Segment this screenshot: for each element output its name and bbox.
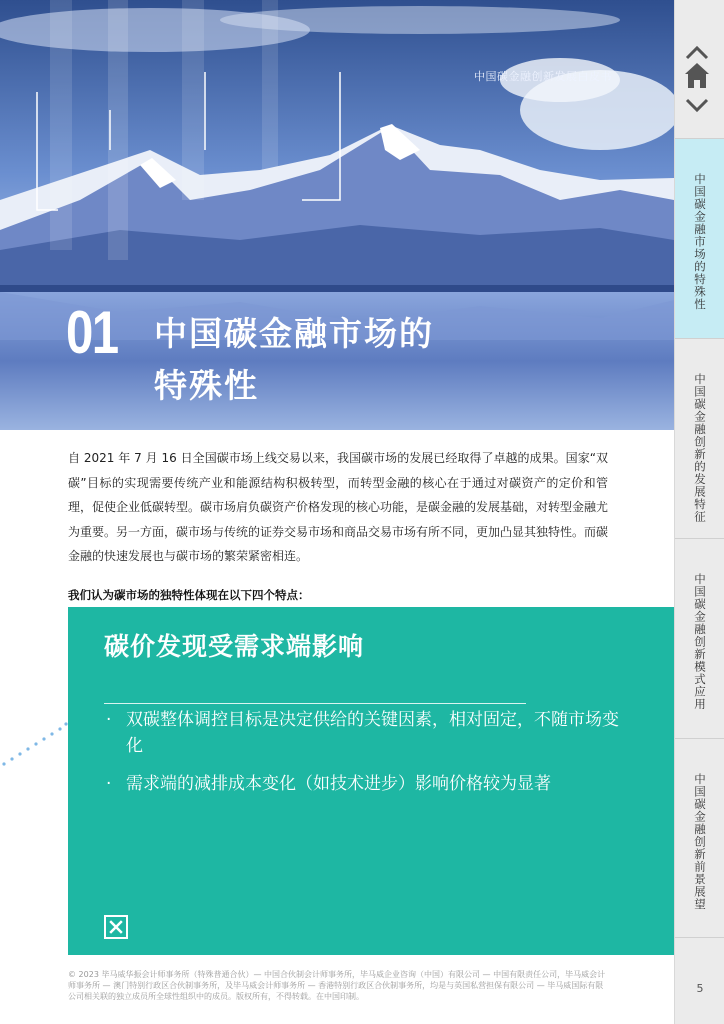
chevron-down-icon[interactable] <box>687 100 707 110</box>
card-bullet <box>106 771 626 797</box>
nav-item-chapter-2[interactable] <box>675 338 724 538</box>
nav-item-label: 中国碳金融创新模式应用 <box>693 573 707 711</box>
nav-item-chapter-4[interactable] <box>675 738 724 938</box>
card-bullet <box>106 707 626 759</box>
document-title-tag: 中国碳金融创新发展白皮书 <box>474 70 612 83</box>
decorative-dots <box>0 712 70 772</box>
side-navigation <box>674 0 724 1024</box>
nav-item-label: 中国碳金融创新前景展望 <box>693 773 707 911</box>
nav-item-chapter-3[interactable] <box>675 538 724 738</box>
chapter-number: 01 <box>66 299 118 366</box>
card-divider <box>104 703 526 704</box>
chevron-up-icon[interactable] <box>687 48 707 58</box>
lead-sentence: 我们认为碳市场的独特性体现在以下四个特点： <box>68 588 310 602</box>
bullet-dot-icon: · <box>106 710 112 730</box>
feature-card <box>68 607 674 955</box>
hero-banner <box>0 0 674 430</box>
bullet-text: 双碳整体调控目标是决定供给的关键因素，相对固定，不随市场变化 <box>126 710 619 756</box>
card-bullet-list <box>106 707 626 809</box>
home-icon[interactable] <box>685 63 709 88</box>
chapter-title-line: 特殊性 <box>154 366 259 405</box>
copyright-footer: © 2023 毕马威华振会计师事务所（特殊普通合伙）— 中国合伙制会计师事务所，毕马威企业咨询（中国）有限公司 — 中国有限责任公司，毕马威会计师事务所 — 澳门特别行政区合伙制事务所，及毕马威会计师事务所 — 香港特别行政区合伙制事务所，均是与英国私营担保有限公司 — 毕马威国际有限公司相关联的独立成员所全球性组织中的成员。版权所有，不得转载。在中国印制。 <box>68 970 606 1001</box>
bullet-text: 需求端的减排成本变化（如技术进步）影响价格较为显著 <box>126 774 551 794</box>
close-icon[interactable] <box>104 915 128 939</box>
nav-controls <box>675 0 724 138</box>
page-number: 5 <box>696 982 704 995</box>
card-title: 碳价发现受需求端影响 <box>104 632 365 661</box>
nav-item-chapter-1[interactable] <box>675 138 724 338</box>
nav-item-label: 中国碳金融市场的特殊性 <box>693 173 707 311</box>
bullet-dot-icon: · <box>106 774 112 794</box>
chapter-title-line: 中国碳金融市场的 <box>154 314 434 353</box>
chapter-title <box>154 308 614 412</box>
nav-item-label: 中国碳金融创新的发展特征 <box>693 373 707 523</box>
intro-paragraph: 自 2021 年 7 月 16 日全国碳市场上线交易以来，我国碳市场的发展已经取得了卓越的成果。国家“双碳”目标的实现需要传统产业和能源结构积极转型，而转型金融的核心在于通过对碳资产的定价和管理，促使企业低碳转型。碳市场肩负碳资产价格发现的核心功能，是碳金融的发展基础，对转型金融尤为重要。另一方面，碳市场与传统的证券交易市场和商品交易市场有所不同，更加凸显其独特性。而碳金融的快速发展也与碳市场的繁荣紧密相连。 <box>68 451 609 563</box>
